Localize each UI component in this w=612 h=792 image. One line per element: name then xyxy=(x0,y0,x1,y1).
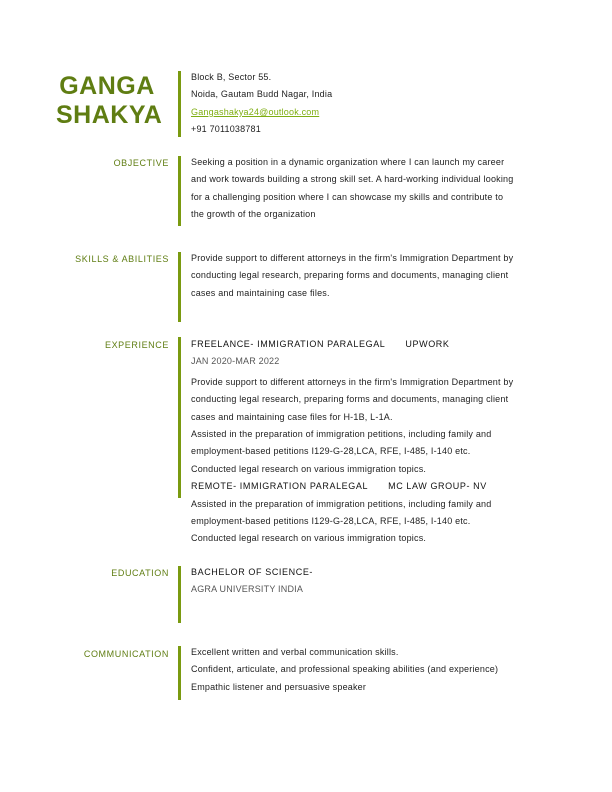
job-heading xyxy=(191,336,541,353)
text-line: Assisted in the preparation of immigration petitions, including family and xyxy=(191,498,492,509)
job-dates: JAN 2020-MAR 2022 xyxy=(191,356,280,367)
section-label-education: EDUCATION xyxy=(111,568,169,578)
text-line: conducting legal research, preparing forms and documents, managing client xyxy=(191,394,509,405)
text-line: Conducted legal research on various immigration topics. xyxy=(191,463,427,474)
text-line: Empathic listener and persuasive speaker xyxy=(191,681,367,692)
text-line: employment-based petitions I129-G-28,LCA, RFE, I-485, I-140 etc. xyxy=(191,446,471,457)
divider-bar xyxy=(178,337,181,498)
phone: +91 7011038781 xyxy=(191,124,261,135)
address-line-2: Noida, Gautam Budd Nagar, India xyxy=(191,89,333,100)
text-line: conducting legal research, preparing forms and documents, managing client xyxy=(191,270,509,281)
candidate-name xyxy=(56,72,163,130)
job-heading xyxy=(191,478,541,495)
section-label-communication: COMMUNICATION xyxy=(83,649,169,659)
job-company: UPWORK xyxy=(405,339,450,349)
text-line: Excellent written and verbal communication skills. xyxy=(191,647,399,657)
degree: BACHELOR OF SCIENCE- xyxy=(191,567,314,577)
contact-info xyxy=(191,69,541,139)
divider-bar xyxy=(178,252,181,322)
text-line: employment-based petitions I129-G-28,LCA, RFE, I-485, I-140 etc. xyxy=(191,516,471,527)
divider-bar xyxy=(178,646,181,700)
text-line: Confident, articulate, and professional speaking abilities (and experience) xyxy=(191,664,499,675)
section-label-skills: SKILLS & ABILITIES xyxy=(75,254,169,264)
text-line: Conducted legal research on various immigration topics. xyxy=(191,533,427,544)
divider-bar xyxy=(178,71,181,137)
school: AGRA UNIVERSITY INDIA xyxy=(191,584,304,595)
text-line: cases and maintaining case files for H-1B, L-1A. xyxy=(191,411,393,422)
divider-bar xyxy=(178,566,181,623)
divider-bar xyxy=(178,156,181,226)
first-name: GANGA xyxy=(59,72,155,100)
last-name: SHAKYA xyxy=(56,101,163,129)
address-line-1: Block B, Sector 55. xyxy=(191,72,272,82)
communication-text xyxy=(191,644,541,696)
text-line: the growth of the organization xyxy=(191,209,316,220)
text-line: and work towards building a strong skill set. A hard-working individual looking xyxy=(191,174,514,185)
text-line: for a challenging position where I can showcase my skills and contribute to xyxy=(191,191,504,202)
section-label-experience: EXPERIENCE xyxy=(104,340,169,350)
text-line: Provide support to different attorneys in the firm's Immigration Department by xyxy=(191,253,514,263)
text-line: cases and maintaining case files. xyxy=(191,287,330,298)
experience-section xyxy=(191,336,541,548)
job-title: FREELANCE- IMMIGRATION PARALEGAL xyxy=(191,339,386,349)
job-title: REMOTE- IMMIGRATION PARALEGAL xyxy=(191,481,369,492)
email-link[interactable]: Gangashakya24@outlook.com xyxy=(191,106,320,117)
text-line: Provide support to different attorneys in the firm's Immigration Department by xyxy=(191,376,514,387)
text-line: Assisted in the preparation of immigration petitions, including family and xyxy=(191,429,492,440)
section-label-objective: OBJECTIVE xyxy=(113,158,169,168)
job-company: MC LAW GROUP- NV xyxy=(388,481,487,492)
objective-text xyxy=(191,154,541,224)
text-line: Seeking a position in a dynamic organization where I can launch my career xyxy=(191,157,505,167)
skills-text xyxy=(191,250,541,302)
education-section xyxy=(191,564,541,599)
